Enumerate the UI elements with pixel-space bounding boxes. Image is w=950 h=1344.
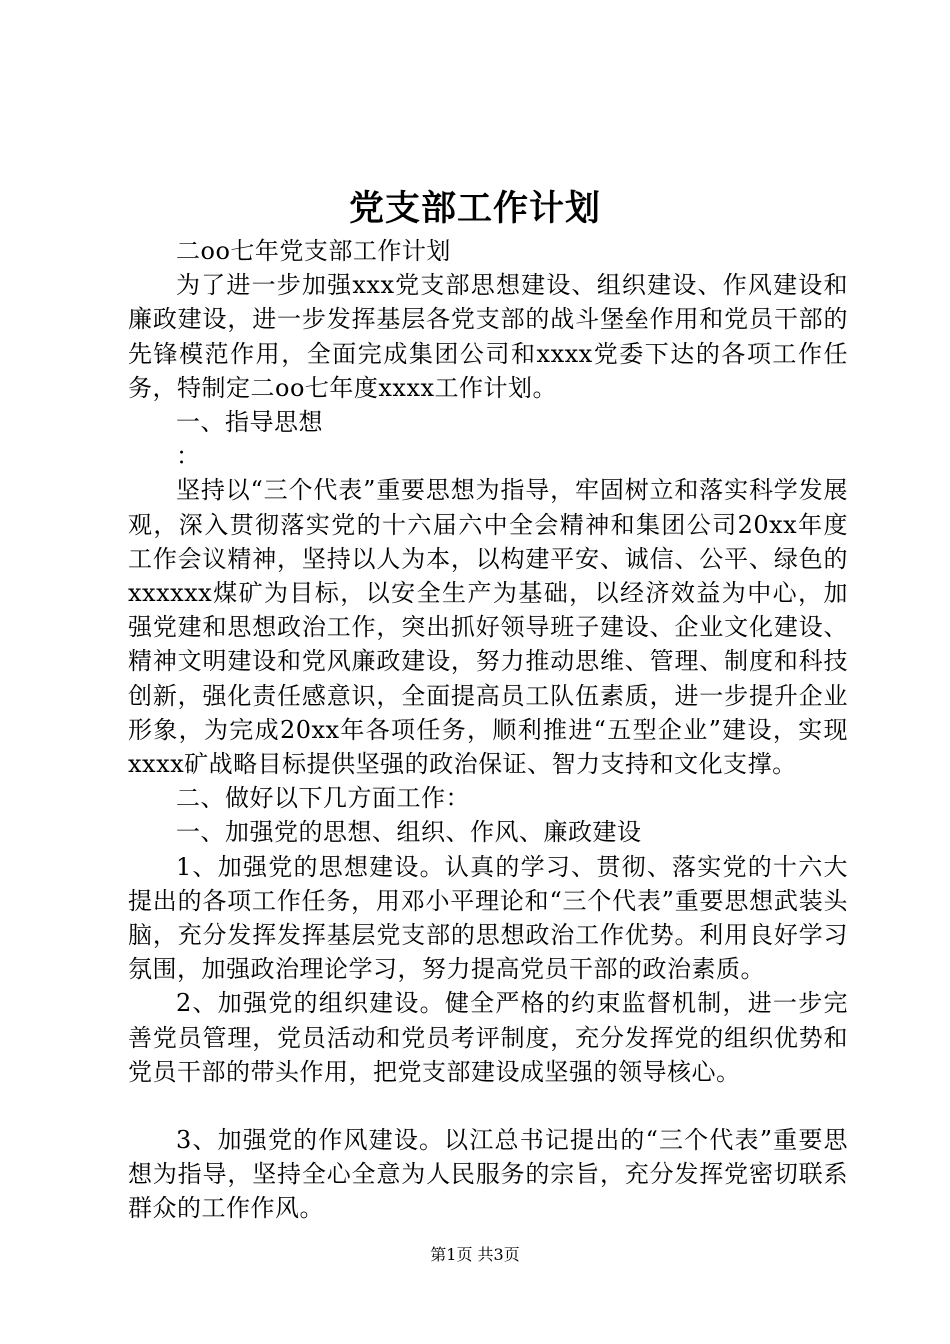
document-body <box>128 234 848 1226</box>
paragraph-subtitle: 二oo七年党支部工作计划 <box>176 237 451 265</box>
document-title: 党支部工作计划 <box>348 188 601 229</box>
heading-party-building: 一、加强党的思想、组织、作风、廉政建设 <box>176 818 642 847</box>
paragraph-colon: ： <box>176 442 201 471</box>
heading-work-items: 二、做好以下几方面工作： <box>176 784 470 813</box>
paragraph-organization-building: 2、加强党的组织建设。健全严格的约束监督机制，进一步完善党员管理，党员活动和党员考评制度，充分发挥党的组织优势和党员干部的带头作用，把党支部建设成坚强的领导核心。 <box>128 989 848 1086</box>
paragraph-guiding-content: 坚持以“三个代表”重要思想为指导，牢固树立和落实科学发展观，深入贯彻落实党的十六届六中全会精神和集团公司20xx年度工作会议精神，坚持以人为本，以构建平安、诚信、公平、绿色的xxxxxx煤矿为目标，以安全生产为基础，以经济效益为中心，加强党建和思想政治工作，突出抓好领导班子建设、企业文化建设、精神文明建设和党风廉政建设，努力推动思维、管理、制度和科技创新，强化责任感意识，全面提高员工队伍素质，进一步提升企业形象，为完成20xx年各项任务，顺利推进“五型企业”建设，实现xxxx矿战略目标提供坚强的政治保证、智力支持和文化支撑。 <box>128 476 848 779</box>
heading-guiding-thought: 一、指导思想 <box>176 408 323 437</box>
page-number-footer: 第1页 共3页 <box>430 1245 520 1264</box>
paragraph-style-building: 3、加强党的作风建设。以江总书记提出的“三个代表”重要思想为指导，坚持全心全意为人民服务的宗旨，充分发挥党密切联系群众的工作作风。 <box>128 1126 848 1223</box>
paragraph-intro: 为了进一步加强xxx党支部思想建设、组织建设、作风建设和廉政建设，进一步发挥基层各党支部的战斗堡垒作用和党员干部的先锋模范作用，全面完成集团公司和xxxx党委下达的各项工作任务，特制定二oo七年度xxxx工作计划。 <box>128 271 848 402</box>
paragraph-ideology-building: 1、加强党的思想建设。认真的学习、贯彻、落实党的十六大提出的各项工作任务，用邓小平理论和“三个代表”重要思想武装头脑，充分发挥发挥基层党支部的思想政治工作优势。利用良好学习氛围，加强政治理论学习，努力提高党员干部的政治素质。 <box>128 852 848 984</box>
